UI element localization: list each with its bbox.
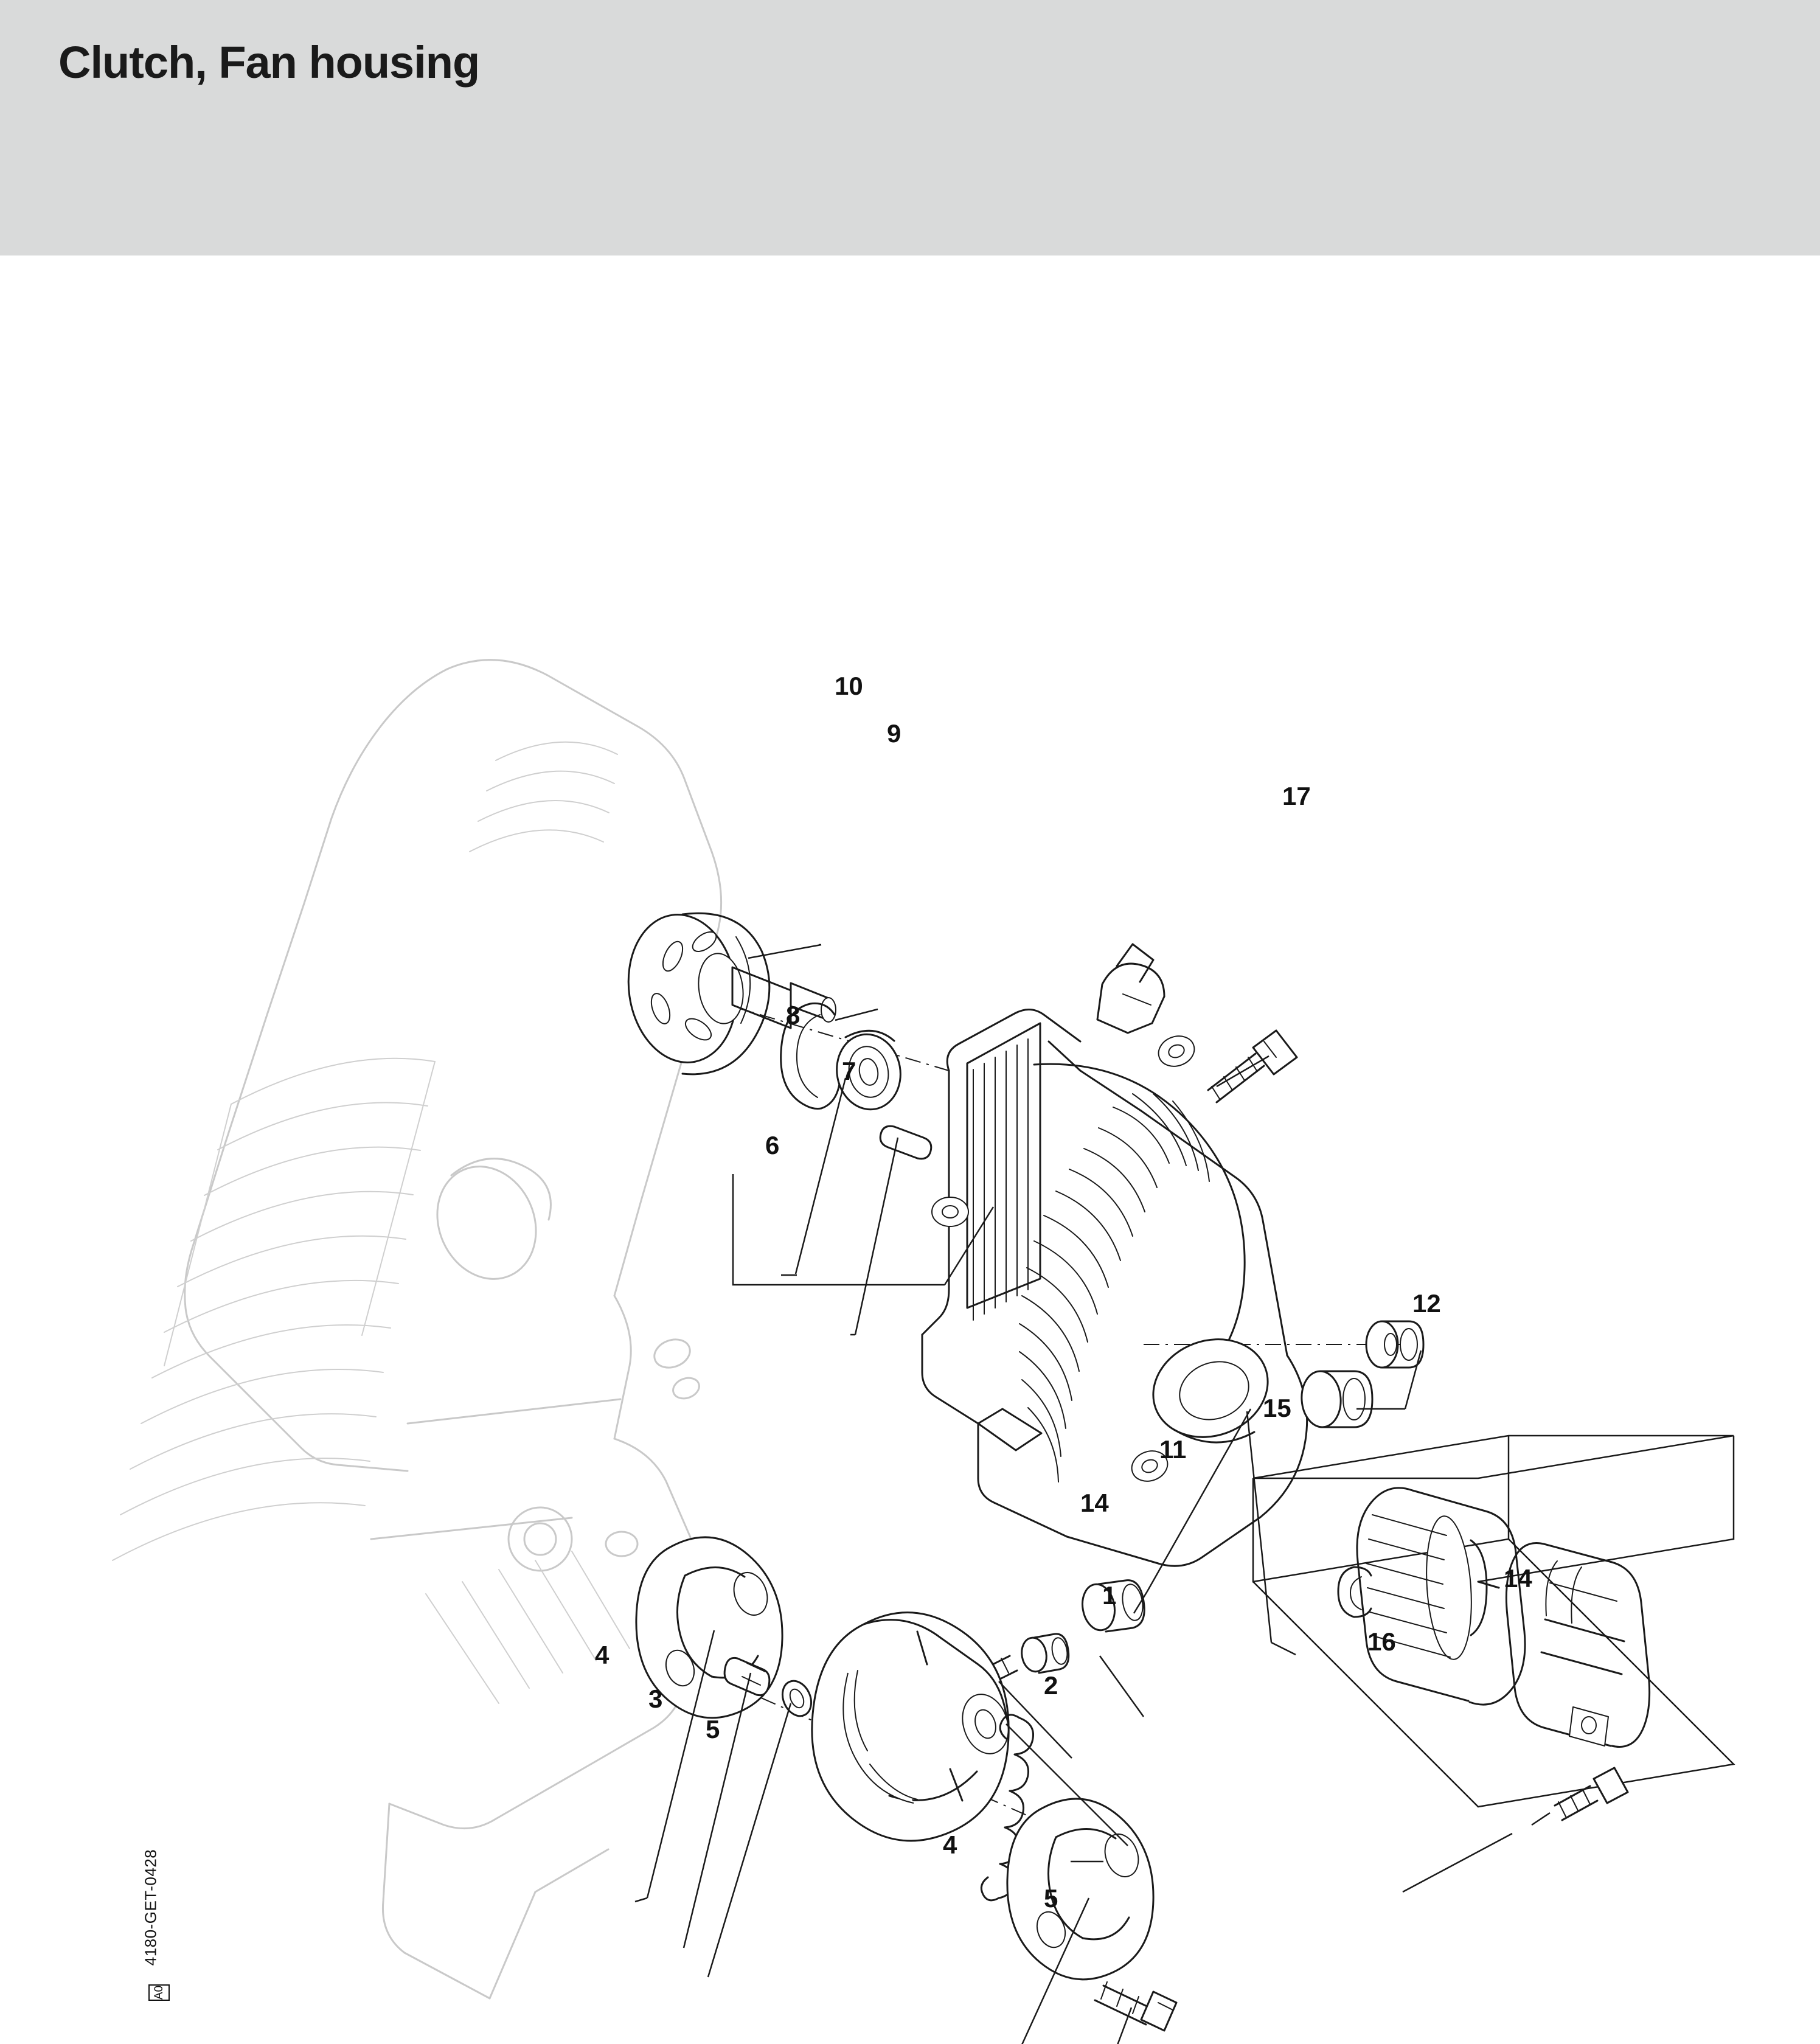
part-washer-5 [777, 1677, 817, 1721]
callout-14-lower: 14 [1080, 1489, 1109, 1517]
callout-4-right: 4 [943, 1830, 957, 1859]
callout-17: 17 [1282, 782, 1311, 810]
part-clutch-shoes-1 [812, 1613, 1016, 1841]
callout-8: 7 [842, 1057, 856, 1085]
exploded-parts-diagram [0, 255, 1820, 2044]
part-bushings-13 [1300, 1321, 1423, 1428]
drawing-code [139, 1849, 163, 1989]
part-fan-housing [922, 944, 1307, 1566]
callout-2: 2 [1044, 1671, 1058, 1700]
callout-14-right: 14 [1504, 1564, 1532, 1593]
callout-11: 10 [835, 672, 863, 700]
callout-5: 5 [706, 1715, 720, 1743]
callout-7: 6 [765, 1131, 780, 1159]
callout-9: 8 [786, 1001, 801, 1029]
part-group-16 [1253, 1436, 1734, 1820]
header-band [0, 0, 1820, 255]
callout-10: 9 [887, 719, 901, 748]
part-circlip-15 [1338, 1567, 1371, 1617]
revision-text: A0 [153, 1985, 166, 2000]
part-bushings-12 [1019, 1580, 1145, 1674]
callout-1: 1 [1102, 1581, 1117, 1610]
part-screw-14-right [1555, 1768, 1628, 1820]
page-title: Clutch, Fan housing [58, 37, 480, 88]
callout-3: 3 [648, 1684, 663, 1713]
callout-15: 15 [1263, 1394, 1291, 1422]
drawing-code-text: 4180-GET-0428 [141, 1849, 160, 1966]
callout-6: 5 [1044, 1884, 1058, 1913]
part-key-8 [880, 1126, 931, 1159]
callout-16: 16 [1367, 1627, 1396, 1656]
part-cover-16a [1357, 1488, 1525, 1705]
part-screw-6 [1095, 1982, 1176, 2031]
part-clutch-drum [619, 908, 836, 1074]
callout-13: 12 [1412, 1289, 1441, 1318]
revision-badge [148, 1984, 170, 2001]
engine-ghost-outline [113, 660, 721, 1998]
part-carrier-4-right [1007, 1799, 1153, 1980]
part-group-bracket-7 [733, 1174, 993, 1285]
callout-12: 11 [1159, 1435, 1187, 1464]
callout-4-left: 4 [595, 1641, 610, 1669]
